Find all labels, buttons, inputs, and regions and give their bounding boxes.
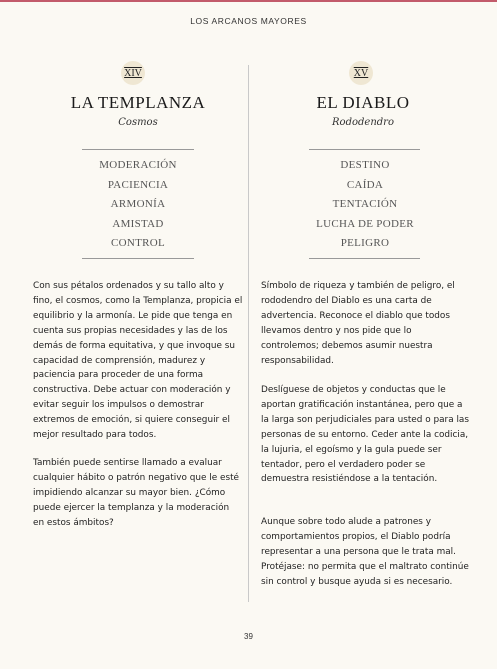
- body-paragraph: Aunque sobre todo alude a patrones y comportamientos propios, el Diablo podría representar a una persona que le trata mal. Protéjase: no permita que el maltrato continúe sin control y busque ayuda si es necesario.: [261, 517, 469, 587]
- card-numeral-badge: XV: [349, 61, 373, 85]
- body-paragraph: Con sus pétalos ordenados y su tallo alto y fino, el cosmos, como la Templanza, propicia el equilibrio y la armonía. Le pide que tenga en cuenta sus propias necesidades y las de los demás de forma equitativa, y que invoque su capacidad de comprensión, madurez y paciencia para proceder de una forma constructiva. Debe actuar con moderación y evitar seguir los impulsos o demostrar extremos de emoción, si quiere conseguir el mejor resultado para todos.: [33, 281, 243, 441]
- keyword: PELIGRO: [340, 237, 390, 249]
- keyword: ARMONÍA: [110, 198, 166, 210]
- card-title: EL DIABLO: [316, 93, 410, 112]
- card-title: LA TEMPLANZA: [70, 93, 206, 112]
- keyword: DESTINO: [340, 159, 390, 171]
- keyword: PACIENCIA: [107, 178, 169, 191]
- body-paragraph: También puede sentirse llamado a evaluar cualquier hábito o patrón negativo que le esté impidiendo alcanzar su mayor bien. ¿Cómo puede ejercer la templanza y la moderación en estos ámbitos?: [33, 458, 240, 528]
- running-header: LOS ARCANOS MAYORES: [190, 16, 307, 26]
- top-accent-line: [0, 0, 497, 2]
- keywords-top-rule: [309, 149, 420, 150]
- body-paragraph: Símbolo de riqueza y también de peligro, el rododendro del Diablo es una carta de advertencia. Reconoce el diablo que todos llevamos dentro y nos pide que lo controlemos; debemos asumir nuestra responsabilidad.: [261, 281, 455, 366]
- keyword-list: [33, 158, 243, 256]
- keyword: CAÍDA: [346, 178, 384, 191]
- keyword: AMISTAD: [112, 217, 164, 230]
- column-divider: [248, 65, 249, 602]
- keyword: LUCHA DE PODER: [316, 217, 414, 230]
- keywords-bottom-rule: [309, 258, 420, 259]
- body-paragraph: Deslíguese de objetos y conductas que le aportan gratificación instantánea, pero que a la larga son perjudiciales para usted o para las personas de su entorno. Ceder ante la codicia, la lujuria, el egoísmo y la gula puede ser tentador, pero el verdadero poder se demuestra resistiéndose a la tentación.: [261, 385, 469, 485]
- keyword-list: [260, 158, 470, 256]
- card-numeral-badge: XIV: [121, 61, 145, 85]
- card-flower-name: Rododendro: [332, 117, 394, 128]
- keyword: MODERACIÓN: [99, 159, 177, 171]
- keyword: CONTROL: [110, 237, 166, 249]
- keywords-bottom-rule: [82, 258, 194, 259]
- keywords-top-rule: [82, 149, 194, 150]
- keyword: TENTACIÓN: [332, 198, 398, 210]
- card-flower-name: Cosmos: [118, 117, 158, 128]
- page-number: 39: [244, 632, 253, 641]
